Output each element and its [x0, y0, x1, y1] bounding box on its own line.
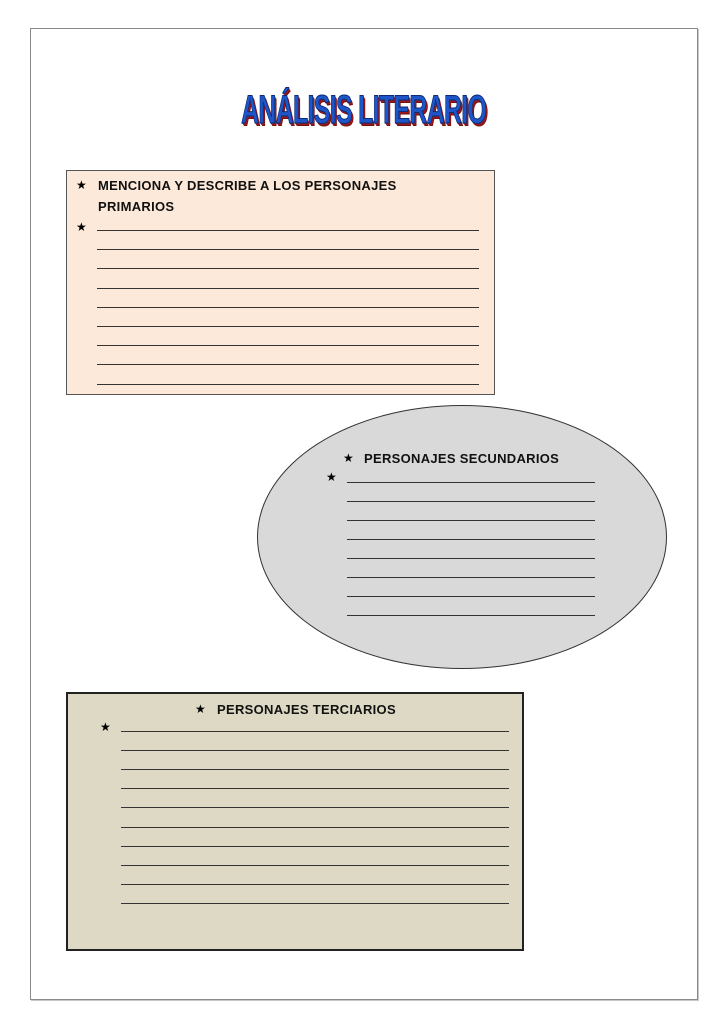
- primary-characters-label-line1: MENCIONA Y DESCRIBE A LOS PERSONAJES: [98, 178, 397, 193]
- star-icon: ★: [76, 178, 87, 192]
- answer-line: [347, 596, 595, 597]
- answer-line: [97, 249, 479, 250]
- answer-line: [97, 268, 479, 269]
- answer-line: [121, 807, 509, 808]
- answer-line: [121, 731, 509, 732]
- answer-line: [121, 750, 509, 751]
- answer-line: [121, 865, 509, 866]
- answer-line: [347, 501, 595, 502]
- answer-line: [347, 539, 595, 540]
- answer-line: [347, 577, 595, 578]
- answer-line: [97, 345, 479, 346]
- answer-line: [121, 827, 509, 828]
- answer-line: [347, 558, 595, 559]
- answer-line: [121, 846, 509, 847]
- star-icon: ★: [76, 220, 87, 234]
- star-icon: ★: [343, 451, 354, 465]
- answer-line: [347, 520, 595, 521]
- primary-characters-label-line2: PRIMARIOS: [98, 199, 175, 214]
- page-title: ANÁLISIS LITERARIO: [241, 88, 487, 132]
- secondary-characters-label: PERSONAJES SECUNDARIOS: [364, 451, 560, 466]
- page-title-wrapper: [0, 88, 728, 133]
- answer-line: [97, 384, 479, 385]
- answer-line: [97, 326, 479, 327]
- answer-line: [121, 769, 509, 770]
- answer-line: [121, 884, 509, 885]
- star-icon: ★: [100, 720, 111, 734]
- answer-line: [121, 903, 509, 904]
- star-icon: ★: [195, 702, 206, 716]
- answer-line: [347, 615, 595, 616]
- answer-line: [97, 307, 479, 308]
- answer-line: [97, 364, 479, 365]
- answer-line: [97, 288, 479, 289]
- secondary-characters-ellipse: [257, 405, 667, 669]
- answer-line: [97, 230, 479, 231]
- tertiary-characters-label: PERSONAJES TERCIARIOS: [217, 702, 396, 717]
- answer-line: [347, 482, 595, 483]
- answer-line: [121, 788, 509, 789]
- star-icon: ★: [326, 470, 337, 484]
